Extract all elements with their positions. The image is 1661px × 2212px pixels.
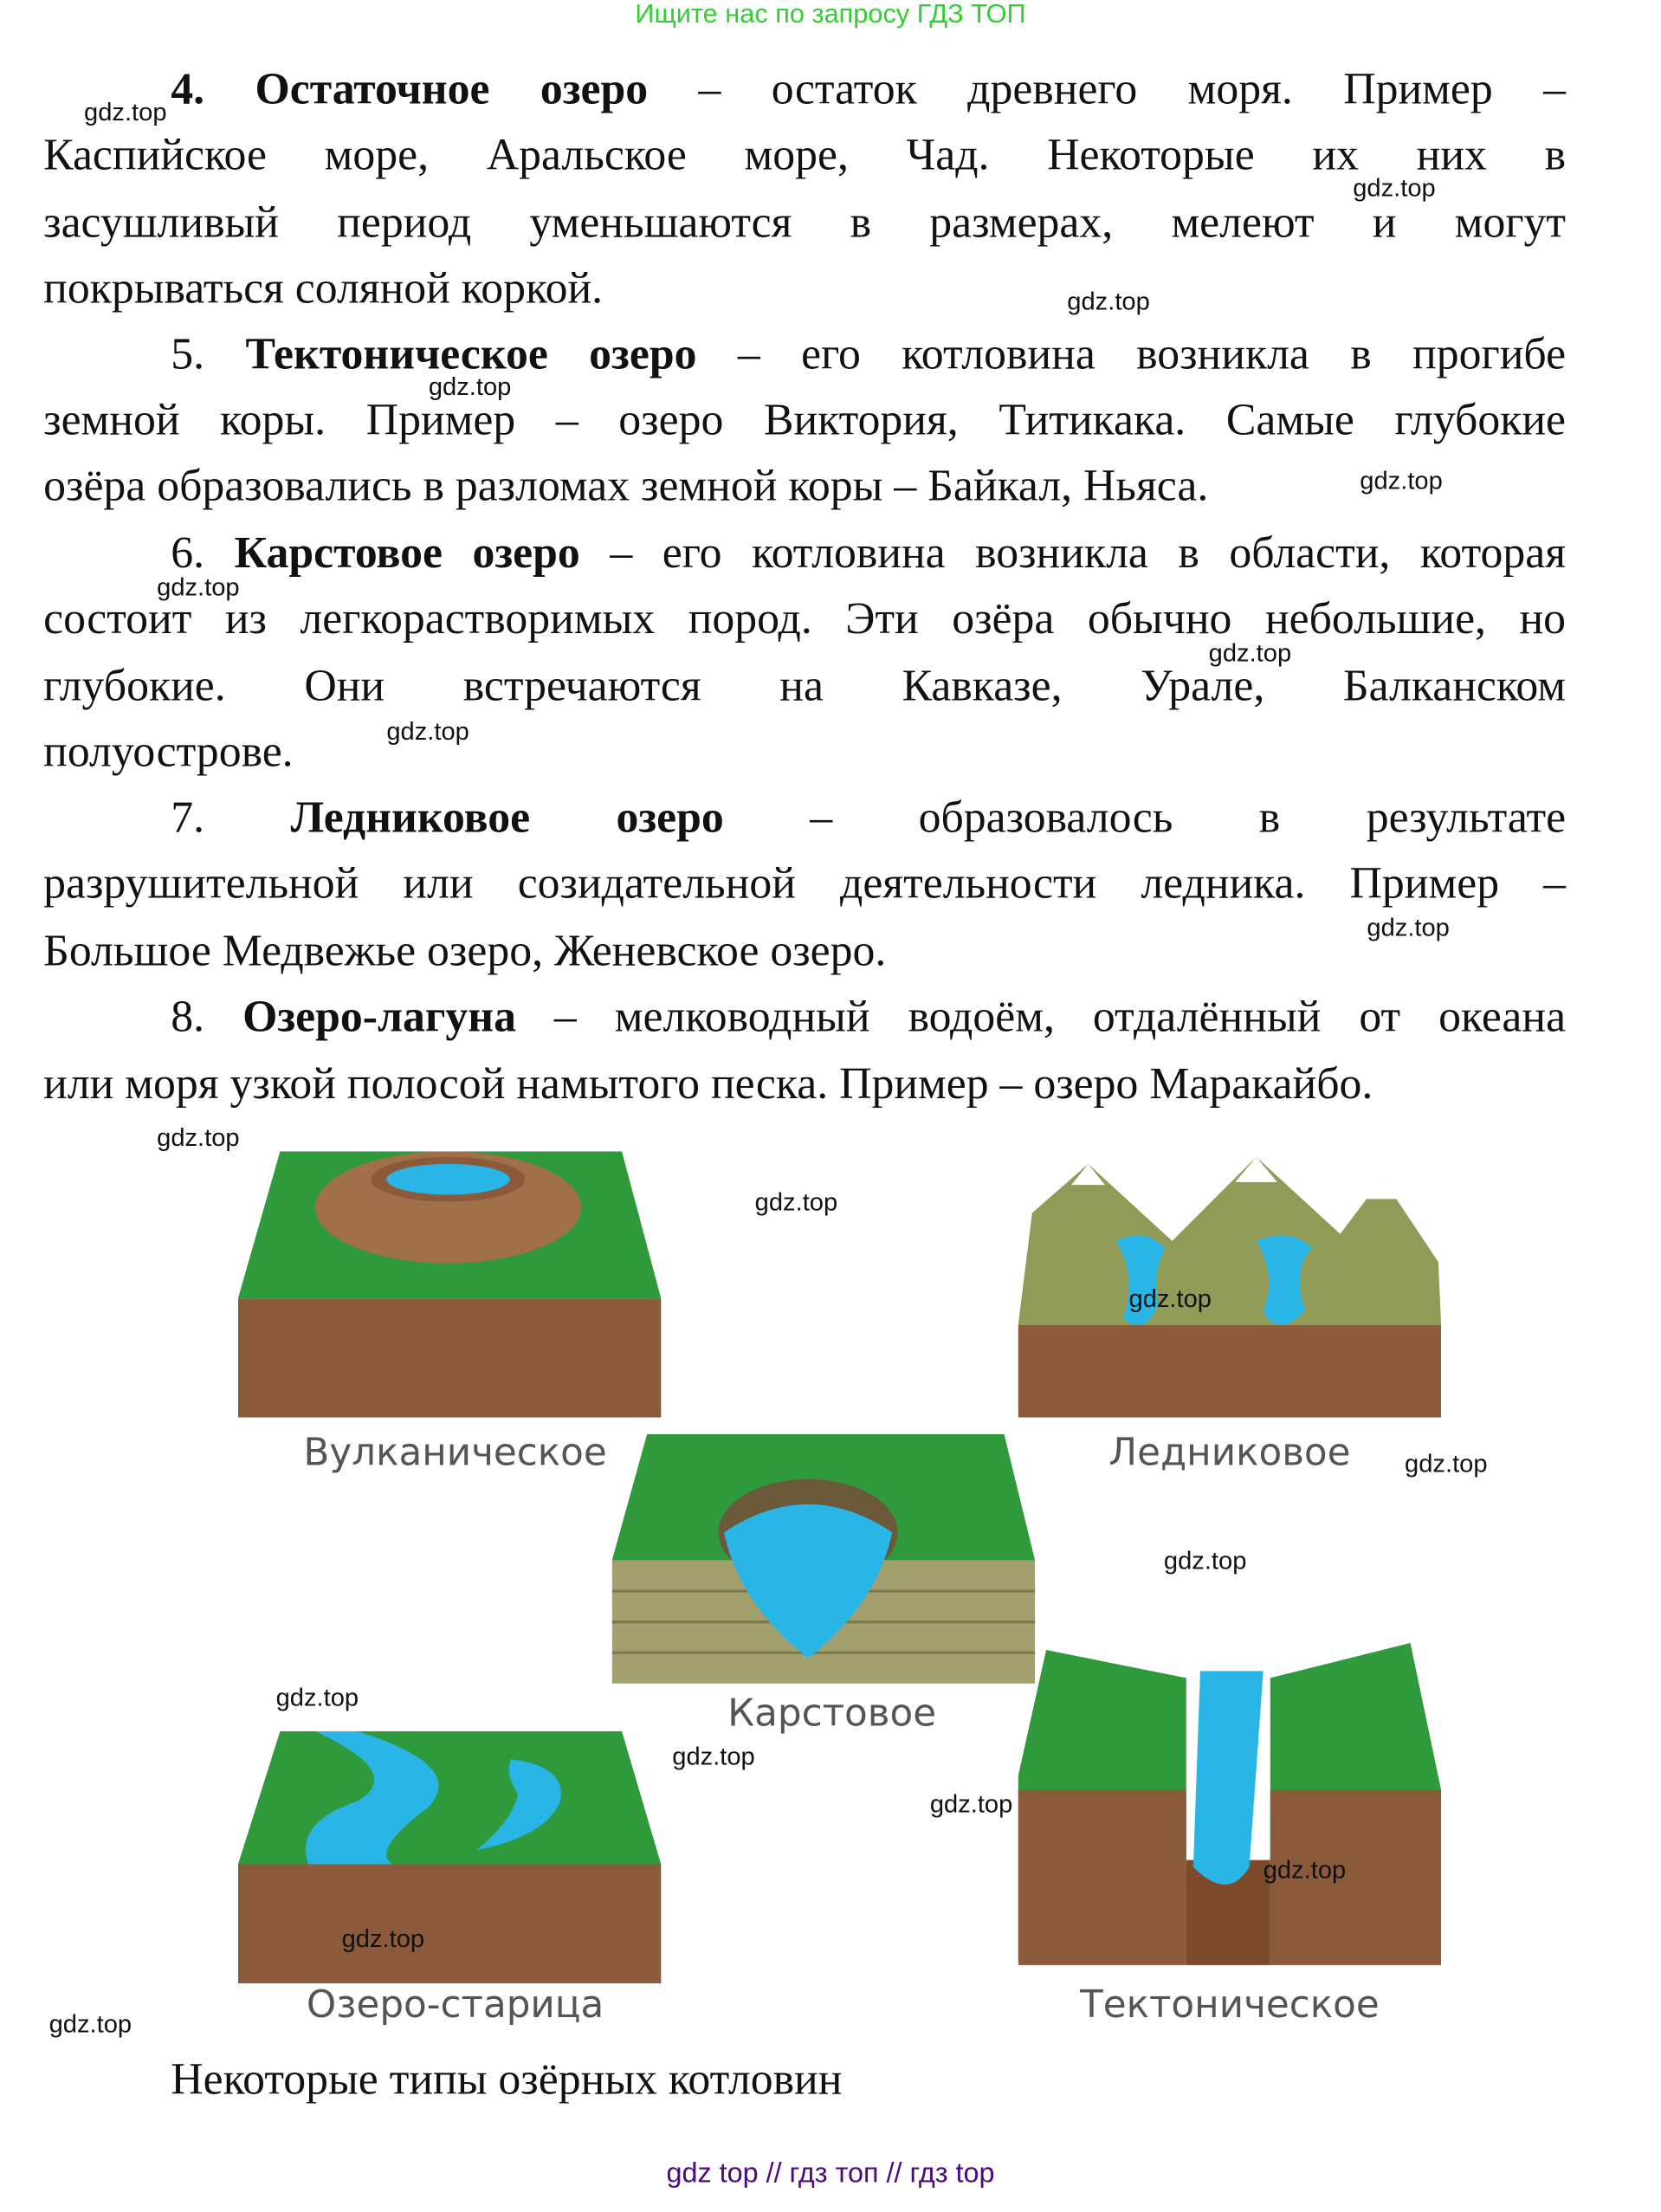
term: Озеро-лагуна xyxy=(242,990,516,1041)
item-number: 5. xyxy=(171,327,246,378)
karst-lake-illustration xyxy=(612,1434,1038,1684)
text-line xyxy=(43,1055,1566,1111)
text-line xyxy=(43,854,1566,910)
watermark: gdz.top xyxy=(1405,1449,1488,1478)
line-text: разрушительной или созидательной деятельности ледника. Пример – xyxy=(43,857,1567,908)
text-line xyxy=(171,61,1566,117)
text-line xyxy=(171,325,1566,381)
line-text: – его котловина возникла в области, которая xyxy=(579,527,1567,578)
text-line xyxy=(43,922,1566,978)
text-line xyxy=(171,987,1566,1044)
watermark: gdz.top xyxy=(1128,1284,1212,1313)
watermark: gdz.top xyxy=(1263,1855,1347,1885)
line-text: Каспийское море, Аральское море, Чад. Некоторые их них в xyxy=(43,128,1567,180)
label-tectonic: Тектоническое xyxy=(1080,1982,1380,2028)
watermark: gdz.top xyxy=(1360,466,1443,495)
text-line xyxy=(171,524,1566,580)
figure-caption: Некоторые типы озёрных котловин xyxy=(171,2053,843,2105)
line-text: засушливый период уменьшаются в размерах, мелеют и могут xyxy=(43,196,1567,247)
text-line xyxy=(43,590,1566,646)
watermark: gdz.top xyxy=(1163,1546,1247,1575)
line-text: или моря узкой полосой намытого песка. Пример – озеро Маракайбо. xyxy=(43,1057,1373,1109)
watermark: gdz.top xyxy=(341,1924,425,1953)
watermark: gdz.top xyxy=(275,1683,359,1712)
footer-links[interactable]: gdz top // гдз топ // гдз top xyxy=(666,2158,995,2189)
item-number: 6. xyxy=(171,527,235,578)
text-line xyxy=(43,391,1566,447)
line-text: покрываться соляной коркой. xyxy=(43,262,604,313)
watermark: gdz.top xyxy=(1208,638,1292,667)
label-glacial: Ледниковое xyxy=(1108,1431,1351,1475)
oxbow-lake-illustration xyxy=(238,1731,664,1983)
text-line xyxy=(43,259,1566,315)
line-text: Большое Медвежье озеро, Женевское озеро. xyxy=(43,924,887,975)
line-text: – его котловина возникла в прогибе xyxy=(696,327,1567,378)
term: Карстовое озеро xyxy=(234,527,580,578)
watermark: gdz.top xyxy=(1353,173,1436,202)
watermark: gdz.top xyxy=(84,98,167,126)
watermark: gdz.top xyxy=(1367,913,1450,941)
item-number: 8. xyxy=(171,990,243,1041)
line-text: глубокие. Они встречаются на Кавказе, Урале, Балканском xyxy=(43,659,1567,710)
watermark: gdz.top xyxy=(157,572,240,601)
watermark: gdz.top xyxy=(754,1187,838,1216)
term: Ледниковое озеро xyxy=(290,791,724,842)
watermark: gdz.top xyxy=(929,1789,1013,1819)
label-volcanic: Вулканическое xyxy=(303,1431,607,1475)
tectonic-lake-illustration xyxy=(1018,1636,1441,1972)
text-line xyxy=(43,722,1566,779)
watermark: gdz.top xyxy=(428,372,512,401)
watermark: gdz.top xyxy=(672,1742,755,1771)
text-line xyxy=(43,456,1566,513)
line-text: полуострове. xyxy=(43,725,294,776)
text-line xyxy=(43,193,1566,249)
label-karst: Карстовое xyxy=(727,1691,937,1736)
text-line xyxy=(171,788,1566,844)
line-text: состоит из легкорастворимых пород. Эти озёра обычно небольшие, но xyxy=(43,592,1567,644)
search-banner[interactable]: Ищите нас по запросу ГДЗ ТОП xyxy=(635,0,1026,29)
term: Тектоническое озеро xyxy=(245,327,697,378)
text-line xyxy=(43,126,1566,183)
line-text: – мелководный водоём, отдалённый от океана xyxy=(515,990,1567,1041)
label-oxbow: Озеро-старица xyxy=(306,1982,604,2028)
line-text: – образовалось в результате xyxy=(723,791,1567,842)
line-text: земной коры. Пример – озеро Виктория, Титикака. Самые глубокие xyxy=(43,393,1567,444)
term: 4. Остаточное озеро xyxy=(171,62,649,113)
line-text: – остаток древнего моря. Пример – xyxy=(648,62,1567,113)
volcanic-lake-illustration xyxy=(238,1151,664,1417)
watermark: gdz.top xyxy=(48,2009,132,2039)
glacial-lake-illustration xyxy=(1018,1157,1441,1418)
watermark: gdz.top xyxy=(157,1122,240,1152)
item-number: 7. xyxy=(171,791,291,842)
watermark: gdz.top xyxy=(386,717,469,746)
watermark: gdz.top xyxy=(1067,287,1150,315)
line-text: озёра образовались в разломах земной коры – Байкал, Ньяса. xyxy=(43,459,1209,510)
text-line xyxy=(43,656,1566,713)
